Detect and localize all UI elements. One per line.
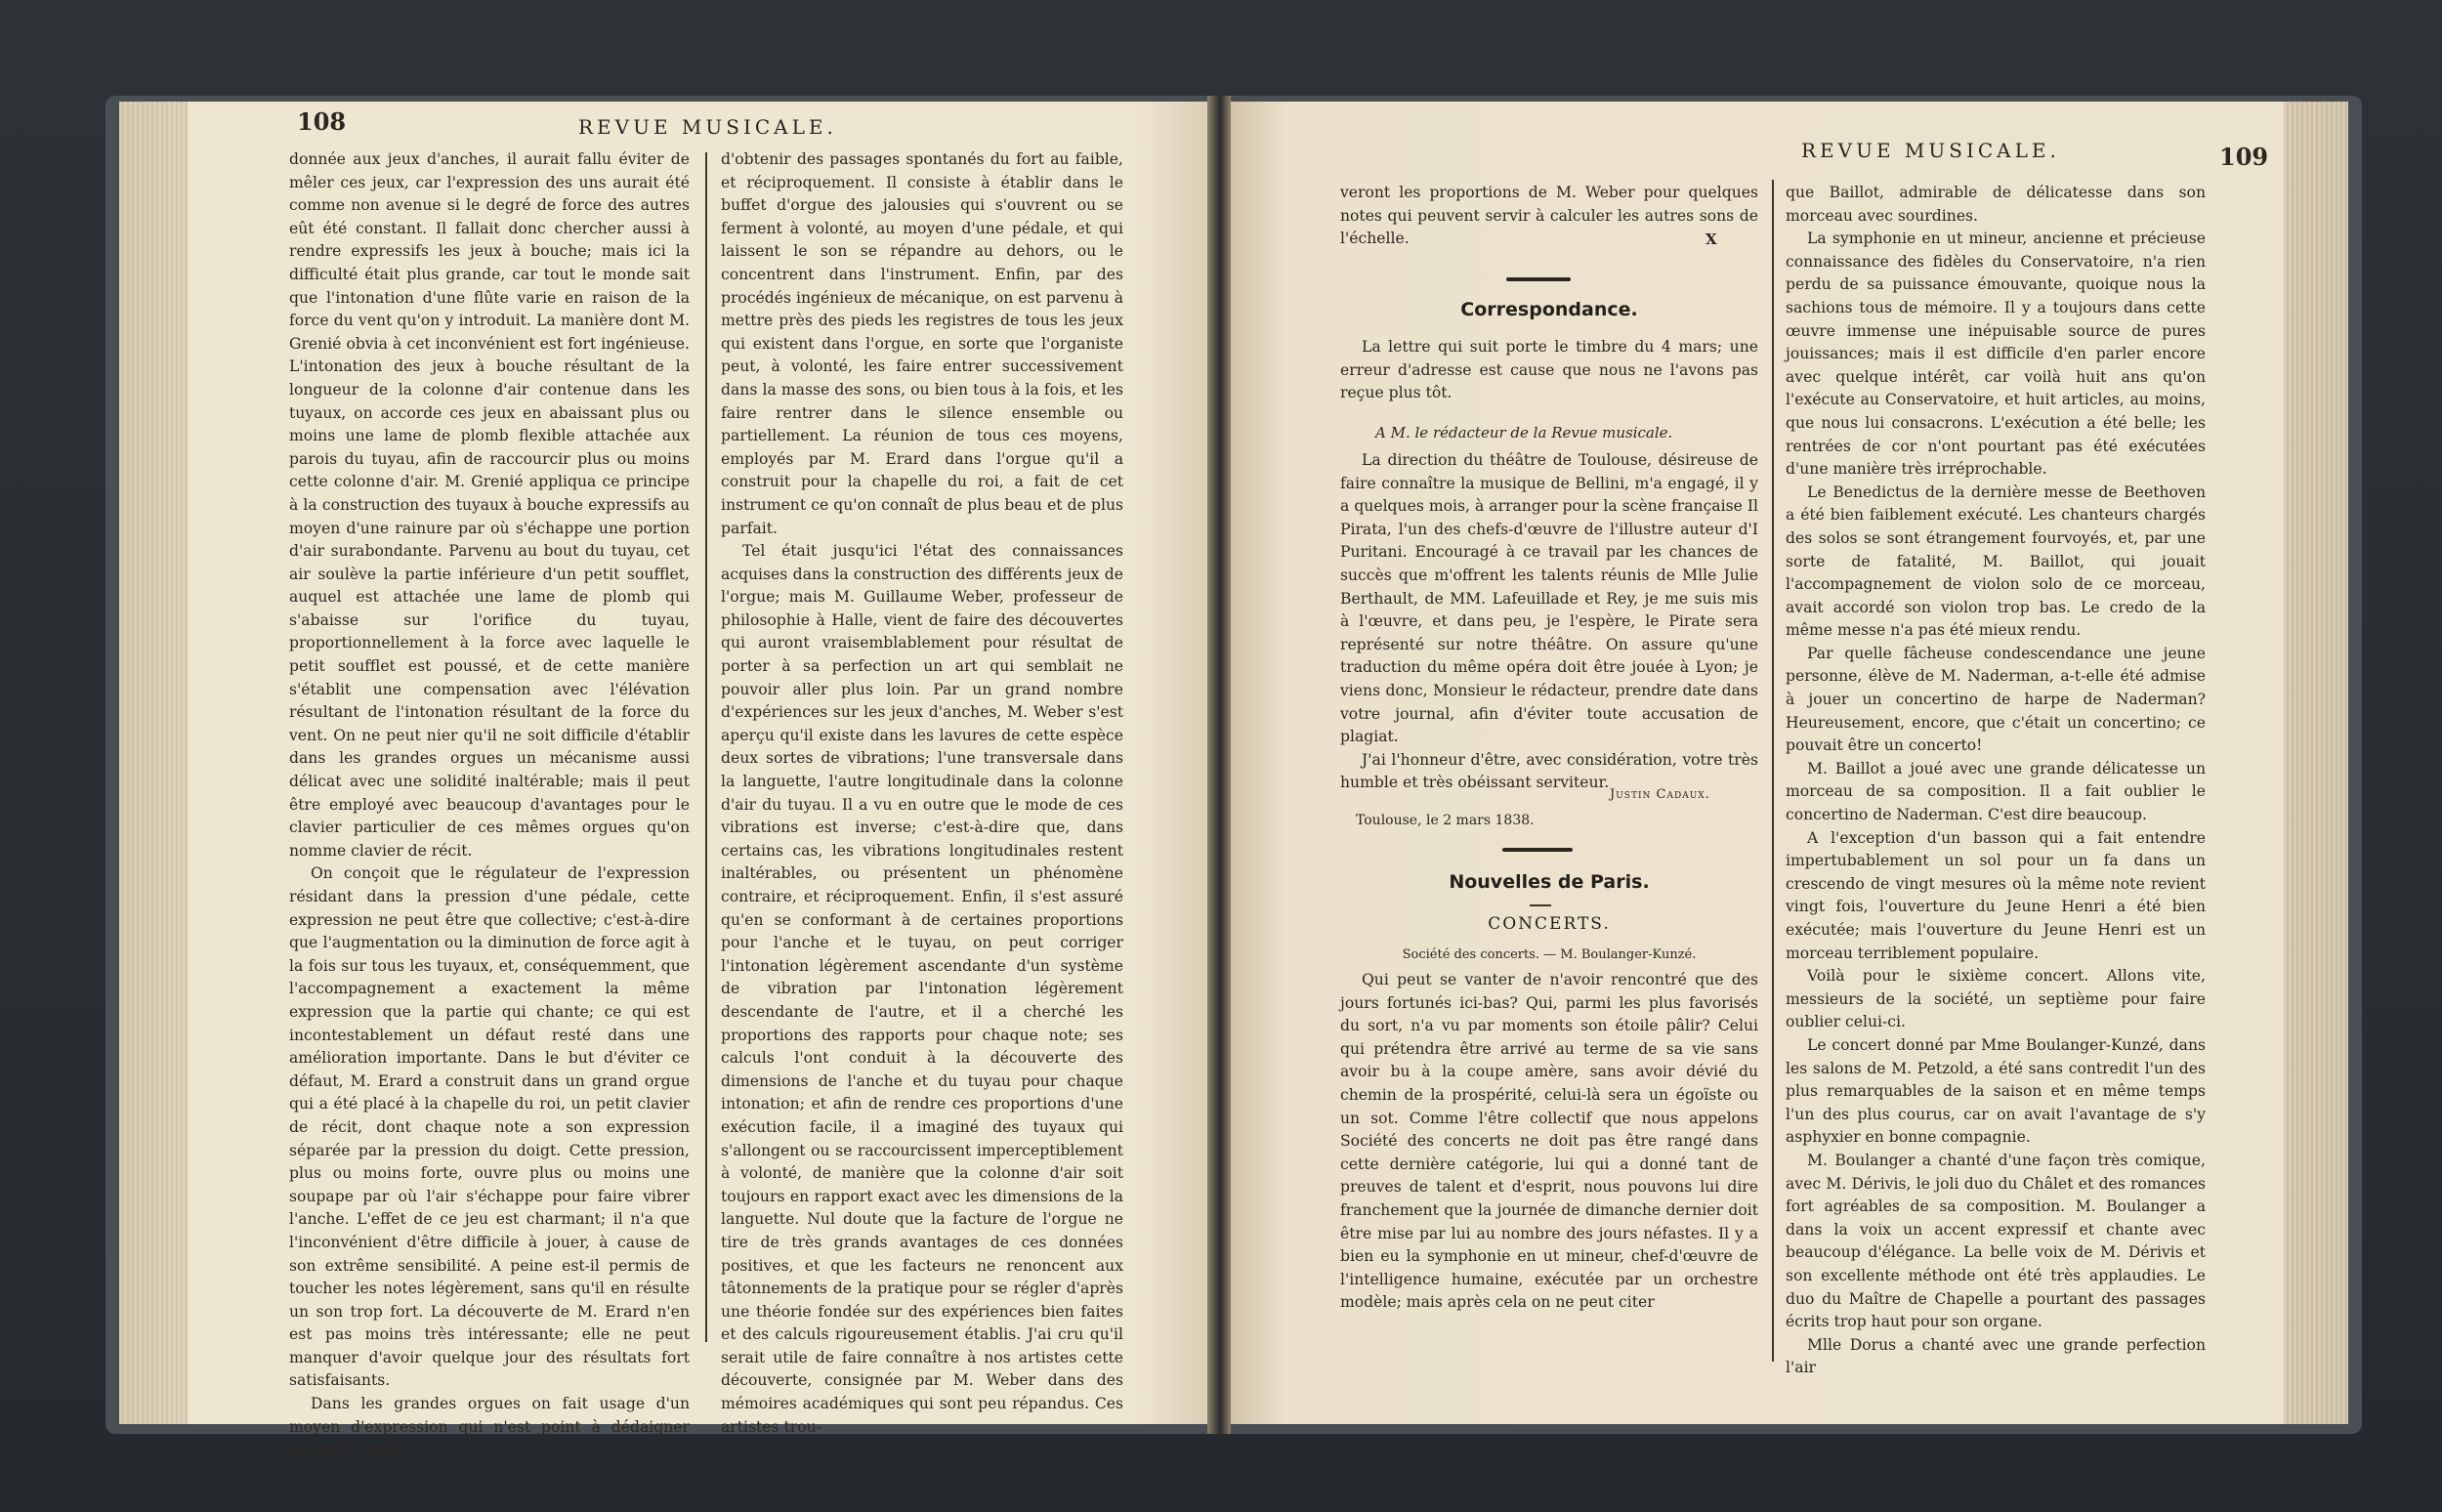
paragraph: Le concert donné par Mme Boulanger-Kunzé, dans les salons de M. Petzold, a été sans contredit l'un des plus remarquables de la saison et en même temps l'un des plus courus, car on avait l'avantage de s'y asphyxier en bonne compagnie. [1786,1035,2206,1147]
concert-venue-line: Société des concerts. — M. Boulanger-Kunzé. [1402,947,1697,962]
left-page-header: REVUE MUSICALE. [578,115,837,139]
paragraph: veront les proportions de M. Weber pour quelques notes qui peuvent servir à calculer les autres sons de l'échelle. [1340,184,1758,248]
author-initial: X [1705,231,1717,248]
paragraph: M. Boulanger a chanté d'une façon très comique, avec M. Dérivis, le joli duo du Châlet et des romances fort agréables de sa composition. M. Boulanger a dans la voix un accent expressif et chante avec beaucoup d'élégance. La belle voix de M. Dérivis et son excellente méthode ont été très applaudies. Le duo du Maître de Chapelle a pourtant des passages écrits trop haut pour son organe. [1786,1151,2206,1331]
paragraph: M. Baillot a joué avec une grande délicatesse un morceau de sa composition. Il a fait oublier le concertino de Naderman. C'est dire beaucoup. [1786,759,2206,824]
book-gutter [1207,96,1231,1434]
right-column-1-top [1340,182,1758,251]
paragraph: Dans les grandes orgues on fait usage d'un moyen d'expression qui n'est point à dédaigner lorsqu'il s'agit [289,1395,690,1459]
right-page [1219,102,2348,1424]
letter-date: Toulouse, le 2 mars 1838. [1356,813,1535,828]
paragraph: Le Benedictus de la dernière messe de Beethoven a été bien faiblement exécuté. Les chanteurs chargés des solos se sont étrangement fourvoyés, et, par une sorte de fatalité, M. Baillot, qui jouait l'accompagnement de violon solo de ce morceau, avait accordé son violon trop bas. Le credo de la même messe n'a pas été mieux rendu. [1786,483,2206,640]
section-subtitle-concerts: CONCERTS. [1488,914,1611,934]
right-page-edges [2284,102,2348,1424]
paragraph: Mlle Dorus a chanté avec une grande perfection l'air [1786,1335,2206,1377]
short-rule [1530,904,1551,906]
paragraph: On conçoit que le régulateur de l'expression résidant dans la pression d'une pédale, cette expression ne peut être que collective; c'est-à-dire que l'augmentation ou la diminution de force agit à la fois sur tous les tuyaux, et, conséquemment, que l'accompagnement a exactement la même expression que la partie qui chante; ce qui est incontestablement un défaut resté dans une amélioration importante. Dans le but d'éviter ce défaut, M. Erard a construit dans un grand orgue qui a été placé à la chapelle du roi, un petit clavier de récit, dont chaque note a son expression séparée par la pression du doigt. Cette pression, plus ou moins forte, ouvre plus ou moins une soupape par où l'air s'échappe pour faire vibrer l'anche. L'effet de ce jeu est charmant; il n'a que l'inconvénient d'être difficile à jouer, à cause de son extrême sensibilité. A peine est-il permis de toucher les notes légèrement, sans qu'il en résulte un son trop fort. La découverte de M. Erard n'en est pas moins très intéressante; elle ne peut manquer d'avoir quelque jour des résultats fort satisfaisants. [289,864,690,1390]
paragraph: d'obtenir des passages spontanés du fort au faible, et réciproquement. Il consiste à établir dans le buffet d'orgue des jalousies qui s'ouvrent ou se ferment à volonté, au moyen d'une pédale, et qui laissent le son se répandre au dehors, ou le concentrent dans l'instrument. Enfin, par des procédés ingénieux de mécanique, on est parvenu à mettre près des pieds les registres de tous les jeux qui existent dans l'orgue, en sorte que l'organiste peut, à volonté, les faire entrer successivement dans la masse des sons, ou bien tous à la fois, et les faire rentrer dans le silence ensemble ou partiellement. La réunion de tous ces moyens, employés par M. Erard dans l'orgue qu'il a construit pour la chapelle du roi, a fait de cet instrument ce qu'on connaît de plus beau et de plus parfait. [721,150,1123,537]
section-title-correspondance: Correspondance. [1460,299,1638,320]
left-column-2 [721,148,1123,1439]
correspondance-intro: La lettre qui suit porte le timbre du 4 mars; une erreur d'adresse est cause que nous ne l'avons pas reçue plus tôt. [1340,338,1758,402]
left-page [119,102,1219,1459]
section-title-nouvelles: Nouvelles de Paris. [1449,871,1650,893]
paragraph: La symphonie en ut mineur, ancienne et précieuse connaissance des fidèles du Conservatoire, n'a rien perdu de sa puissance émouvante, quoique nous la sachions tous de mémoire. Il y a toujours dans cette œuvre immense une inépuisable source de pures jouissances; mais il est difficile d'en parler encore avec quelque intérêt, car voilà huit ans qu'on l'exécute au Conservatoire, et huit articles, au moins, que nous lui consacrons. L'exécution a été belle; les rentrées de cor n'ont pourtant pas été exécutées d'une manière très irréprochable. [1786,230,2206,479]
right-page-number: 109 [2219,143,2269,171]
nouvelles-body: Qui peut se vanter de n'avoir rencontré que des jours fortunés ici-bas? Qui, parmi les plus favorisés du sort, n'a vu par moments son étoile pâlir? Celui qui prétendra être arrivé au terme de sa vie sans avoir bu à la coupe amère, sans avoir dévié du chemin de la prospérité, celui-là sera un égoïste ou un sot. Comme l'être collectif que nous appelons Société des concerts ne doit pas être rangé dans cette dernière catégorie, lui qui a donné tant de preuves de talent et d'esprit, nous pouvons lui dire franchement que la journée de dimanche dernier doit être mise par lui au nombre des jours néfastes. Il y a bien eu la symphonie en ut mineur, chef-d'œuvre de l'intelligence humaine, exécutée par un orchestre modèle; mais après cela on ne peut citer [1340,971,1758,1312]
left-page-number: 108 [297,107,347,136]
column-rule [705,152,707,1342]
ornament-divider [1502,848,1573,852]
right-column-2 [1786,182,2206,1380]
paragraph: A l'exception d'un basson qui a fait entendre impertubablement un sol pour un fa dans un crescendo de vingt mesures où la même note revient vingt fois, l'ouverture du Jeune Henri a été bien exécutée; mais l'ouverture du Jeune Henri est un morceau terriblement populaire. [1786,828,2206,962]
ornament-divider [1506,277,1571,281]
letter-address: A M. le rédacteur de la Revue musicale. [1375,424,1673,441]
paragraph: que Baillot, admirable de délicatesse dans son morceau avec sourdines. [1786,184,2206,225]
paragraph: Tel était jusqu'ici l'état des connaissances acquises dans la construction des différents jeux de l'orgue; mais M. Guillaume Weber, professeur de philosophie à Halle, vient de faire des découvertes qui auront vraisemblablement pour résultat de porter à sa perfection un art qui semblait ne pouvoir aller plus loin. Par un grand nombre d'expériences sur les jeux d'anches, M. Weber s'est aperçu qu'il existe dans les lavures de cette espèce deux sortes de vibrations; l'une transversale dans la languette, l'autre longitudinale dans la colonne d'air du tuyau. Il a vu en outre que le mode de ces vibrations est inverse; c'est-à-dire que, dans certains cas, les vibrations longitudinales restent inaltérables, ou présentent un phénomène contraire, et réciproquement. Enfin, il s'est assuré qu'en se conformant à de certaines proportions pour l'anche et le tuyau, on peut corriger l'intonation légèrement ascendante d'un système de vibration par l'intonation légèrement descendante de l'autre, et il a cherché les proportions des rapports pour chaque note; ses calculs l'ont conduit à la découverte des dimensions de l'anche et du tuyau pour chaque intonation; et afin de rendre ces proportions d'une exécution facile, il a imaginé des tuyaux qui s'allongent ou se raccourcissent imperceptiblement à volonté, de manière que la colonne d'air soit toujours en rapport exact avec les dimensions de la languette. Nul doute que la facture de l'orgue ne tire de très grands avantages de ces données positives, et que les facteurs ne renoncent aux tâtonnements de la pratique pour se régler d'après une théorie fondée sur des expériences bien faites et des calculs rigoureusement établis. J'ai cru qu'il serait utile de faire connaître à nos artistes cette découverte, consignée par M. Weber dans des mémoires académiques qui sont peu répandus. Ces artistes trou- [721,542,1123,1436]
left-page-edges [119,102,188,1424]
paragraph: Voilà pour le sixième concert. Allons vite, messieurs de la société, un septième pour faire oublier celui-ci. [1786,967,2206,1031]
letter-signature: Justin Cadaux. [1610,787,1710,802]
right-page-header: REVUE MUSICALE. [1801,139,2060,162]
open-book [105,96,2362,1459]
paragraph: donnée aux jeux d'anches, il aurait fallu éviter de mêler ces jeux, car l'expression des uns aurait été comme non avenue si le degré de force des autres eût été constant. Il fallait donc chercher aussi à rendre expressifs les jeux à bouche; mais ici la difficulté était plus grande, car tout le monde sait que l'intonation d'une flûte varie en raison de la force du vent qu'on y introduit. La manière dont M. Grenié obvia à cet inconvénient est fort ingénieuse. L'intonation des jeux à bouche résultant de la longueur de la colonne d'air contenue dans les tuyaux, on accorde ces jeux en abaissant plus ou moins une lame de plomb flexible attachée aux parois du tuyau, afin de raccourcir plus ou moins cette colonne d'air. M. Grenié appliqua ce principe à la construction des tuyaux à bouche expressifs au moyen d'une rainure par où s'échappe une portion d'air surabondante. Parvenu au bout du tuyau, cet air soulève la partie inférieure d'un petit soufflet, auquel est attachée une lame de plomb qui s'abaisse sur l'orifice du tuyau, proportionnellement à la force avec laquelle le petit soufflet est poussé, et de cette manière s'établit une compensation avec l'élévation résultant de l'intonation résultant de la force du vent. On ne peut nier qu'il ne soit difficile d'établir dans les grandes orgues un mécanisme aussi délicat avec une solidité inaltérable; mais il peut être employé avec beaucoup d'avantages pour le clavier particulier de ces mêmes orgues qu'on nomme clavier de récit. [289,150,690,860]
column-rule [1772,180,1774,1362]
left-column-1 [289,148,690,1462]
letter-body: La direction du théâtre de Toulouse, désireuse de faire connaître la musique de Bellini, m'a engagé, il y a quelques mois, à arranger pour la scène française Il Pirata, l'un des chefs-d'œuvre de l'illustre auteur d'I Puritani. Encouragé à ce travail par les chances de succès que m'offrent les talents réunis de Mlle Julie Berthault, de MM. Lafeuillade et Rey, je me suis mis à l'œuvre, et dans peu, je l'espère, le Pirate sera représenté sur notre théâtre. On assure qu'une traduction du même opéra doit être jouée à Lyon; je viens donc, Monsieur le rédacteur, prendre date dans votre journal, afin d'éviter toute accusation de plagiat. J'ai l'honneur d'être, avec considération, votre très humble et très obéissant serviteur. [1340,451,1758,792]
paragraph: Par quelle fâcheuse condescendance une jeune personne, élève de M. Naderman, a-t-elle été admise à jouer un concertino de harpe de Naderman? Heureusement, encore, que c'était un concertino; ce pouvait être un concerto! [1786,644,2206,755]
